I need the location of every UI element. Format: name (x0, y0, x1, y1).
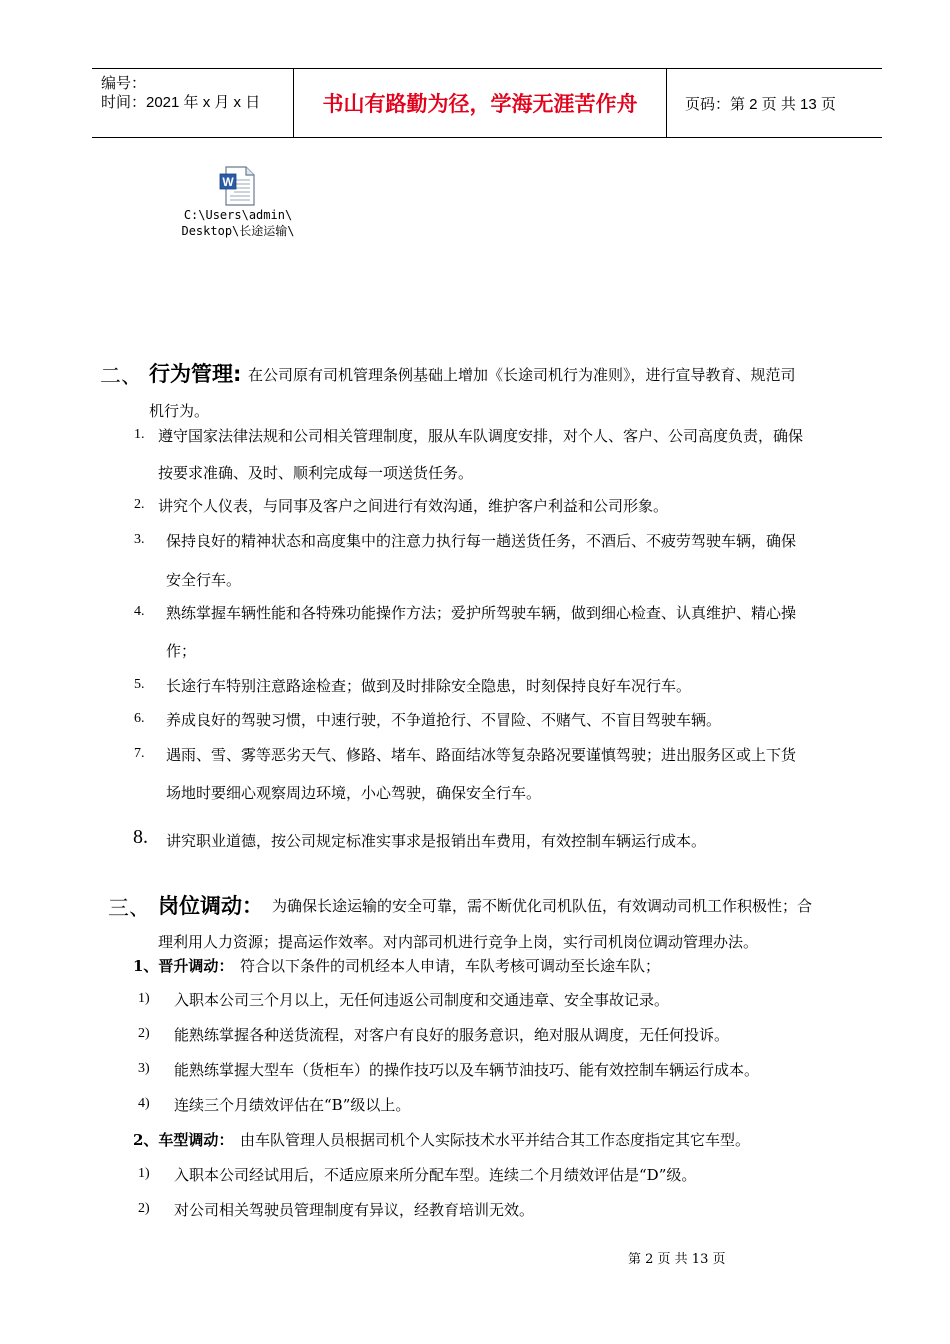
section2-item-number: 6. (134, 711, 145, 726)
page-header (92, 68, 882, 138)
header-page-info (675, 69, 882, 137)
section3-sub1-item-text: 能熟练掌握各种送货流程，对客户有良好的服务意识，绝对服从调度，无任何投诉。 (174, 1026, 730, 1044)
section3-sub1-item-text: 连续三个月绩效评估在“B”级以上。 (174, 1096, 411, 1114)
section3-sub1-title: 1、晋升调动： (133, 957, 234, 975)
embedded-path-line-1: C:\Users\admin\ (183, 208, 293, 222)
section2-item-line-1: 养成良好的驾驶习惯，中速行驶，不争道抢行、不冒险、不赌气、不盲目驾驶车辆。 (166, 711, 722, 729)
section2-intro-line-2: 机行为。 (149, 402, 210, 420)
section3-sub1-item-number: 2) (138, 1026, 150, 1041)
embedded-document-object[interactable] (168, 165, 308, 239)
section3-title: 岗位调动： (158, 894, 263, 918)
section2-number: 二、 (100, 364, 142, 388)
section2-item-number: 3. (134, 532, 145, 547)
document-number-label: 编号： (101, 75, 147, 92)
section2-title: 行为管理: (149, 362, 242, 386)
section2-item-number: 1. (134, 427, 145, 442)
section2-item-line-2: 安全行车。 (166, 571, 242, 589)
section3-number: 三、 (108, 896, 150, 920)
section3-sub1-item-text: 入职本公司三个月以上，无任何违返公司制度和交通违章、安全事故记录。 (174, 991, 670, 1009)
section3-sub1-item-text: 能熟练掌握大型车（货柜车）的操作技巧以及车辆节油技巧、能有效控制车辆运行成本。 (174, 1061, 760, 1079)
section2-item-line-1: 讲究个人仪表，与同事及客户之间进行有效沟通，维护客户利益和公司形象。 (158, 497, 669, 515)
section2-item-number: 5. (134, 677, 145, 692)
section3-intro-line-2: 理利用人力资源；提高运作效率。对内部司机进行竞争上岗，实行司机岗位调动管理办法。 (158, 933, 759, 951)
section3-sub2-item-text: 对公司相关驾驶员管理制度有异议，经教育培训无效。 (174, 1201, 535, 1219)
svg-text:W: W (222, 175, 234, 189)
section3-sub2-item-text: 入职本公司经试用后，不适应原来所分配车型。连续二个月绩效评估是“D”级。 (174, 1166, 697, 1184)
section3-sub1-item-number: 4) (138, 1096, 150, 1111)
header-page-info-text: 页码：第 2 页 共 13 页 (685, 95, 836, 113)
section3-sub2-title: 2、车型调动： (133, 1131, 234, 1149)
page-footer: 第 2 页 共 13 页 (628, 1252, 726, 1267)
section3-sub1-item-number: 1) (138, 991, 150, 1006)
section2-item-line-1: 保持良好的精神状态和高度集中的注意力执行每一趟送货任务，不酒后、不疲劳驾驶车辆，确保 (166, 532, 797, 550)
section2-item-number: 4. (134, 604, 145, 619)
section2-intro-line-1: 在公司原有司机管理条例基础上增加《长途司机行为准则》，进行宣导教育、规范司 (248, 366, 796, 384)
section3-sub1-text: 符合以下条件的司机经本人申请，车队考核可调动至长途车队； (240, 957, 661, 975)
embedded-path-line-2: Desktop\长途运输\ (181, 224, 295, 238)
section3-sub2-item-number: 1) (138, 1166, 150, 1181)
section3-sub1-item-number: 3) (138, 1061, 150, 1076)
section2-item-number: 7. (134, 746, 145, 761)
section3-sub2-text: 由车队管理人员根据司机个人实际技术水平并结合其工作态度指定其它车型。 (240, 1131, 751, 1149)
section2-item-line-2: 作； (166, 642, 197, 660)
section2-item-line-1: 讲究职业道德，按公司规定标准实事求是报销出车费用，有效控制车辆运行成本。 (166, 832, 707, 850)
section2-item-line-2: 按要求准确、及时、顺利完成每一项送货任务。 (158, 464, 474, 482)
header-meta (92, 69, 292, 137)
section3-intro-line-1: 为确保长途运输的安全可靠，需不断优化司机队伍，有效调动司机工作积极性；合 (272, 897, 813, 915)
header-motto: 书山有路勤为径，学海无涯苦作舟 (293, 69, 667, 137)
section2-item-number: 8. (133, 826, 148, 848)
section2-item-line-1: 长途行车特别注意路途检查；做到及时排除安全隐患，时刻保持良好车况行车。 (166, 677, 692, 695)
section2-item-line-2: 场地时要细心观察周边环境，小心驾驶，确保安全行车。 (166, 784, 542, 802)
section2-item-number: 2. (134, 497, 145, 512)
section2-item-line-1: 遇雨、雪、雾等恶劣天气、修路、堵车、路面结冰等复杂路况要谨慎驾驶；进出服务区或上下货 (166, 746, 797, 764)
word-document-icon (218, 165, 258, 207)
section2-item-line-1: 熟练掌握车辆性能和各特殊功能操作方法；爱护所驾驶车辆，做到细心检查、认真维护、精心操 (166, 604, 797, 622)
section2-item-line-1: 遵守国家法律法规和公司相关管理制度，服从车队调度安排，对个人、客户、公司高度负责，确保 (158, 427, 804, 445)
document-time-label: 时间：2021 年 x 月 x 日 (101, 94, 261, 111)
section3-sub2-item-number: 2) (138, 1201, 150, 1216)
